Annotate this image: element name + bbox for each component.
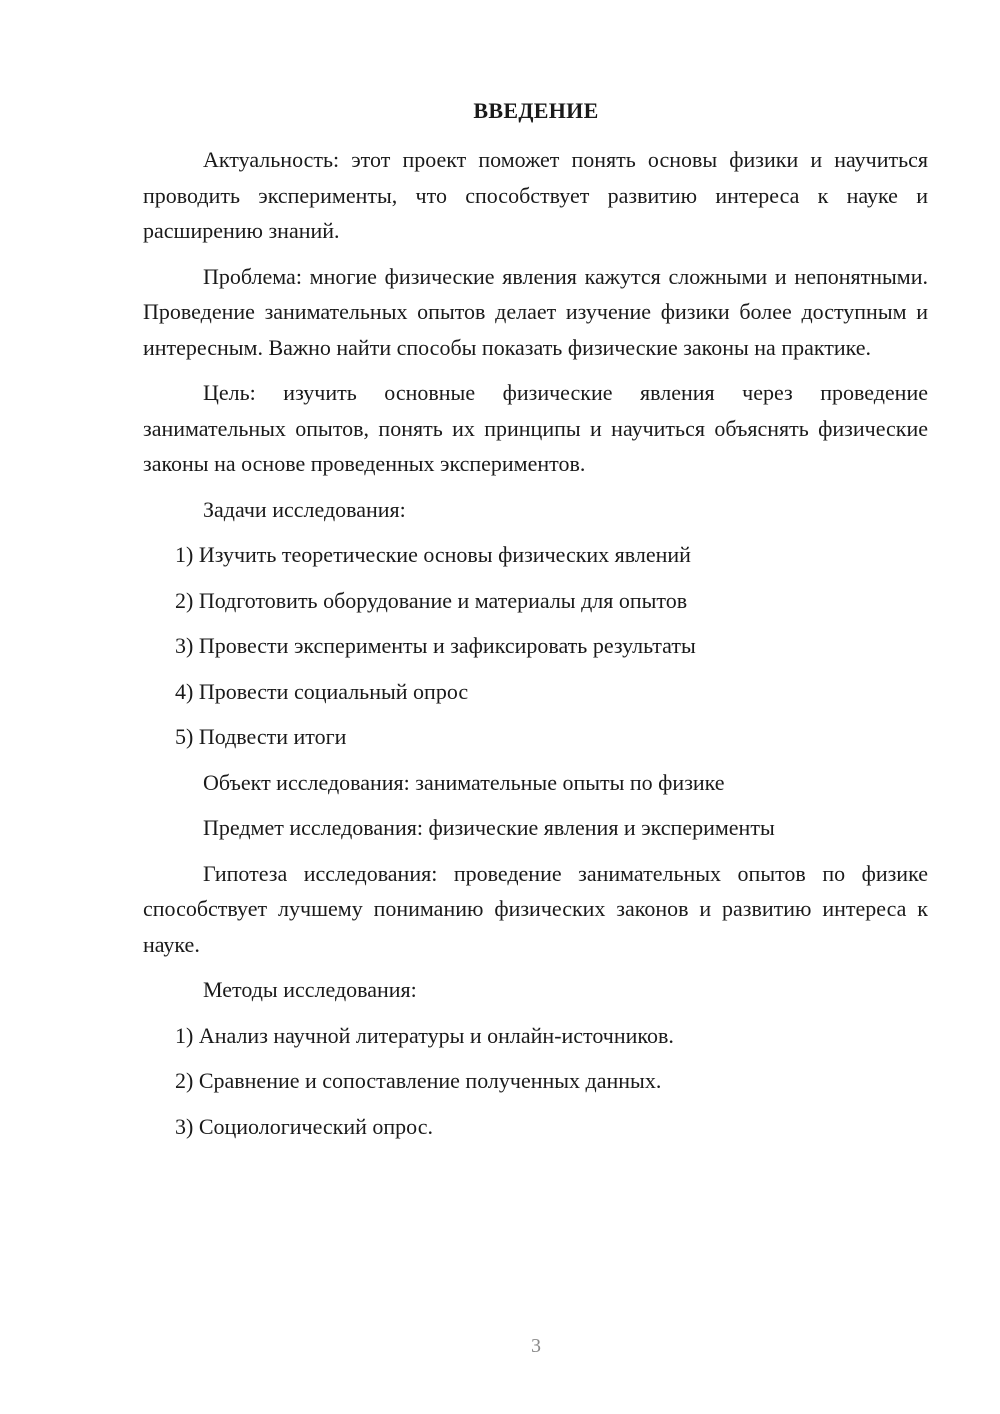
hypothesis-paragraph: Гипотеза исследования: проведение занимательных опытов по физике способствует лучшему пониманию физических законов и развитию интереса к науке.	[143, 860, 928, 957]
list-item: 4) Провести социальный опрос	[175, 678, 469, 704]
tasks-heading: Задачи исследования:	[203, 496, 406, 522]
list-item: 2) Сравнение и сопоставление полученных данных.	[175, 1068, 662, 1093]
list-item: 3) Социологический опрос.	[175, 1113, 433, 1139]
problem-paragraph: Проблема: многие физические явления кажутся сложными и непонятными. Проведение занимательных опытов делает изучение физики более доступным и интересным. Важно найти способы показать физические законы на практике.	[143, 263, 928, 360]
goal-paragraph: Цель: изучить основные физические явления через проведение занимательных опытов, понять их принципы и научиться объяснять физические законы на основе проведенных экспериментов.	[143, 380, 928, 476]
page-number: 3	[531, 1335, 541, 1357]
document-body	[143, 142, 928, 1154]
tasks-list	[143, 537, 928, 755]
list-item: 5) Подвести итоги	[175, 724, 347, 749]
methods-list	[143, 1018, 928, 1145]
list-item: 1) Анализ научной литературы и онлайн-источников.	[175, 1022, 674, 1048]
list-item: 3) Провести эксперименты и зафиксировать результаты	[175, 633, 696, 658]
subject-paragraph: Предмет исследования: физические явления и эксперименты	[203, 815, 775, 840]
methods-heading: Методы исследования:	[203, 977, 417, 1002]
object-paragraph: Объект исследования: занимательные опыты по физике	[203, 769, 725, 795]
list-item: 2) Подготовить оборудование и материалы для опытов	[175, 587, 688, 613]
relevance-paragraph: Актуальность: этот проект поможет понять основы физики и научиться проводить эксперименты, что способствует развитию интереса к науке и расширению знаний.	[143, 147, 928, 243]
list-item: 1) Изучить теоретические основы физических явлений	[175, 542, 691, 567]
page-title: ВВЕДЕНИЕ	[473, 98, 599, 123]
